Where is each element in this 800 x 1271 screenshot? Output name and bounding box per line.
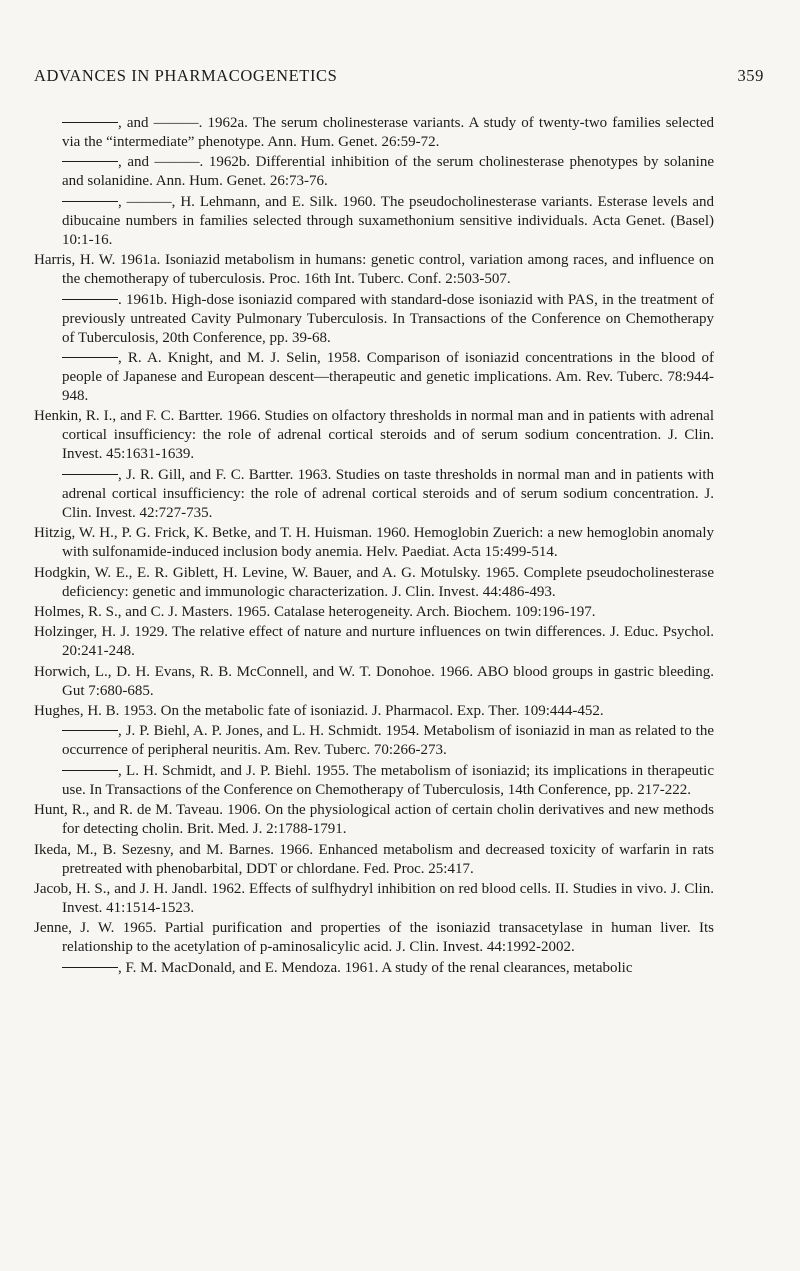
repeat-author-dash: [62, 201, 118, 202]
reference-text: Horwich, L., D. H. Evans, R. B. McConnell, and W. T. Donohoe. 1966. ABO blood groups in gastric bleeding. Gut 7:680-685.: [34, 663, 714, 699]
repeat-author-dash: [62, 730, 118, 731]
reference-text: Holzinger, H. J. 1929. The relative effect of nature and nurture influences on twin differences. J. Educ. Psychol. 20:241-248.: [34, 624, 714, 660]
reference-text: , and ———. 1962a. The serum cholinesterase variants. A study of twenty-two families selected via the “intermediate” phenotype. Ann. Hum. Genet. 26:59-72.: [62, 115, 714, 150]
reference-text: Harris, H. W. 1961a. Isoniazid metabolism in humans: genetic control, variation among races, and influence on the chemotherapy of tuberculosis. Proc. 16th Int. Tuberc. Conf. 2:503-507.: [34, 252, 714, 288]
reference-text: Hughes, H. B. 1953. On the metabolic fate of isoniazid. J. Pharmacol. Exp. Ther. 109:444-452.: [34, 703, 604, 720]
repeat-author-dash: [62, 770, 118, 771]
reference-text: Jacob, H. S., and J. H. Jandl. 1962. Effects of sulfhydryl inhibition on red blood cells. II. Studies in vivo. J. Clin. Invest. 41:1514-1523.: [34, 881, 714, 917]
reference-entry: [34, 841, 714, 879]
reference-entry: [34, 291, 714, 348]
reference-text: Hodgkin, W. E., E. R. Giblett, H. Levine, W. Bauer, and A. G. Motulsky. 1965. Complete pseudocholinesterase deficiency: genetic and immunologic characterization. J. Clin. Invest. 44:486-493.: [34, 564, 714, 600]
repeat-author-dash: [62, 122, 118, 123]
reference-text: , L. H. Schmidt, and J. P. Biehl. 1955. The metabolism of isoniazid; its implications in therapeutic use. In Transactions of the Conference on Chemotherapy of Tuberculosis, 14th Conference, pp. 217-222.: [62, 762, 714, 798]
repeat-author-dash: [62, 967, 118, 968]
reference-entry: [34, 349, 714, 406]
repeat-author-dash: [62, 299, 118, 300]
reference-entry: [34, 153, 714, 191]
reference-text: , F. M. MacDonald, and E. Mendoza. 1961. A study of the renal clearances, metabolic: [118, 959, 633, 976]
reference-text: Ikeda, M., B. Sezesny, and M. Barnes. 1966. Enhanced metabolism and decreased toxicity of warfarin in rats pretreated with phenobarbital, DDT or chlordane. Fed. Proc. 25:417.: [34, 841, 714, 877]
reference-entry: [34, 959, 714, 978]
reference-list: [34, 114, 714, 979]
reference-entry: [34, 702, 714, 721]
repeat-author-dash: [62, 161, 118, 162]
reference-text: Jenne, J. W. 1965. Partial purification and properties of the isoniazid transacetylase in human liver. Its relationship to the acetylation of p-aminosalicylic acid. J. Clin. Invest. 44:1992-2002.: [34, 920, 714, 956]
reference-entry: [34, 114, 714, 152]
reference-entry: [34, 623, 714, 661]
running-head: [34, 66, 764, 88]
reference-entry: [34, 801, 714, 839]
repeat-author-dash: [62, 474, 118, 475]
reference-entry: [34, 919, 714, 957]
reference-entry: [34, 251, 714, 289]
reference-text: Hitzig, W. H., P. G. Frick, K. Betke, and T. H. Huisman. 1960. Hemoglobin Zuerich: a new hemoglobin anomaly with sulfonamide-induced inclusion body anemia. Helv. Paediat. Acta 15:499-514.: [34, 525, 714, 561]
reference-entry: [34, 762, 714, 800]
reference-text: , J. P. Biehl, A. P. Jones, and L. H. Schmidt. 1954. Metabolism of isoniazid in man as related to the occurrence of peripheral neuritis. Am. Rev. Tuberc. 70:266-273.: [62, 723, 714, 759]
reference-text: Hunt, R., and R. de M. Taveau. 1906. On the physiological action of certain cholin derivatives and new methods for detecting cholin. Brit. Med. J. 2:1788-1791.: [34, 802, 714, 838]
reference-entry: [34, 524, 714, 562]
reference-entry: [34, 663, 714, 701]
reference-text: Holmes, R. S., and C. J. Masters. 1965. Catalase heterogeneity. Arch. Biochem. 109:196-197.: [34, 603, 596, 620]
reference-entry: [34, 722, 714, 760]
reference-entry: [34, 407, 714, 464]
page-number: 359: [737, 66, 764, 85]
reference-text: . 1961b. High-dose isoniazid compared with standard-dose isoniazid with PAS, in the treatment of previously untreated Cavity Pulmonary Tuberculosis. In Transactions of the Conference on Chemotherapy of Tuberculosis, 20th Conference, pp. 39-68.: [62, 291, 714, 346]
repeat-author-dash: [62, 357, 118, 358]
running-head-title: ADVANCES IN PHARMACOGENETICS: [34, 66, 338, 85]
reference-text: , ———, H. Lehmann, and E. Silk. 1960. The pseudocholinesterase variants. Esterase levels and dibucaine numbers in families selected through suxamethonium sensitive individuals. Acta Genet. (Basel) 10:1-16.: [62, 193, 714, 248]
reference-text: , R. A. Knight, and M. J. Selin, 1958. Comparison of isoniazid concentrations in the blood of people of Japanese and European descent—therapeutic and genetic implications. Am. Rev. Tuberc. 78:944-948.: [62, 349, 714, 404]
reference-text: Henkin, R. I., and F. C. Bartter. 1966. Studies on olfactory thresholds in normal man and in patients with adrenal cortical insufficiency: the role of adrenal cortical steroids and of serum sodium concentration. J. Clin. Invest. 45:1631-1639.: [34, 408, 714, 463]
reference-entry: [34, 564, 714, 602]
reference-entry: [34, 880, 714, 918]
reference-entry: [34, 466, 714, 523]
reference-text: , and ———. 1962b. Differential inhibition of the serum cholinesterase phenotypes by solanine and solanidine. Ann. Hum. Genet. 26:73-76.: [62, 154, 714, 190]
reference-text: , J. R. Gill, and F. C. Bartter. 1963. Studies on taste thresholds in normal man and in patients with adrenal cortical insufficiency: the role of adrenal cortical steroids and of serum sodium concentration. J. Clin. Invest. 42:727-735.: [62, 466, 714, 521]
reference-entry: [34, 603, 714, 622]
reference-entry: [34, 193, 714, 250]
